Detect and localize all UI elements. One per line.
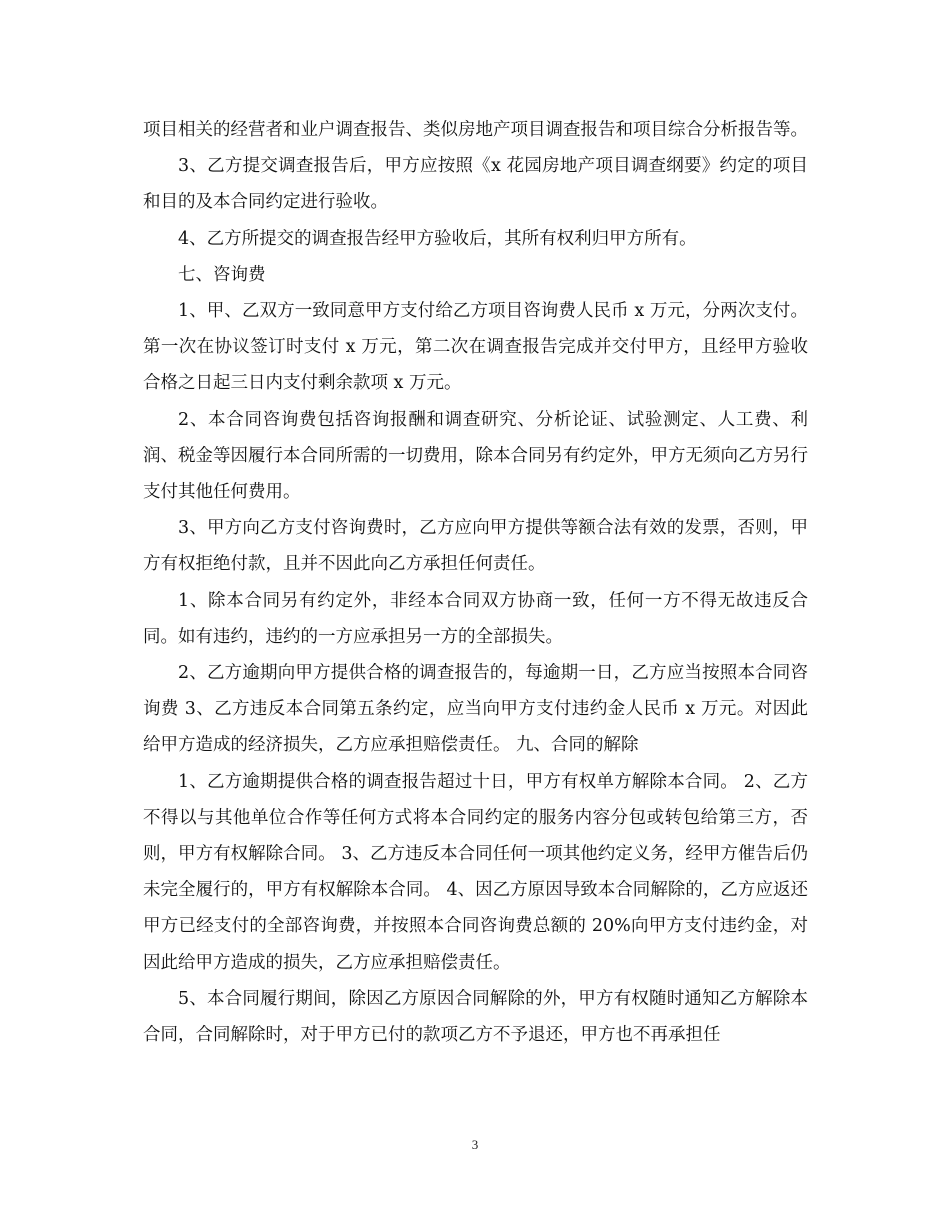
page-number: 3 [471,1137,479,1152]
paragraph: 3、甲方向乙方支付咨询费时，乙方应向甲方提供等额合法有效的发票，否则，甲方有权拒绝付款，且并不因此向乙方承担任何责任。 [143,518,808,575]
paragraph: 1、除本合同另有约定外，非经本合同双方协商一致，任何一方不得无故违反合同。如有违约，违约的一方应承担另一方的全部损失。 [143,590,808,647]
paragraph: 1、甲、乙双方一致同意甲方支付给乙方项目咨询费人民币 x 万元，分两次支付。第一次在协议签订时支付 x 万元，第二次在调查报告完成并交付甲方，且经甲方验收合格之日起三日内支付剩余款项 x 万元。 [143,301,808,394]
paragraph: 项目相关的经营者和业户调查报告、类似房地产项目调查报告和项目综合分析报告等。 [143,120,808,140]
section-heading: 七、咨询费 [178,264,266,285]
paragraph: 2、本合同咨询费包括咨询报酬和调查研究、分析论证、试验测定、人工费、利润、税金等因履行本合同所需的一切费用，除本合同另有约定外，甲方无须向乙方另行支付其他任何费用。 [143,409,808,503]
paragraph: 1、乙方逾期提供合格的调查报告超过十日，甲方有权单方解除本合同。 2、乙方不得以与其他单位合作等任何方式将本合同约定的服务内容分包或转包给第三方，否则，甲方有权解除合同。 3、乙方违反本合同任何一项其他约定义务，经甲方催告后仍未完全履行的，甲方有权解除本合同。 4、因乙方原因导致本合同解除的，乙方应返还甲方已经支付的全部咨询费，并按照本合同咨询费总额的 20%向甲方支付违约金，对因此给甲方造成的损失，乙方应承担赔偿责任。 [143,771,808,973]
paragraph: 4、乙方所提交的调查报告经甲方验收后，其所有权利归甲方所有。 [178,228,697,249]
paragraph: 3、乙方提交调查报告后，甲方应按照《x 花园房地产项目调查纲要》约定的项目和目的及本合同约定进行验收。 [143,156,808,213]
paragraph: 2、乙方逾期向甲方提供合格的调查报告的，每逾期一日，乙方应当按照本合同咨询费 3、乙方违反本合同第五条约定，应当向甲方支付违约金人民币 x 万元。对因此给甲方造成的经济损失，乙方应承担赔偿责任。 九、合同的解除 [143,663,808,756]
paragraph: 5、本合同履行期间，除因乙方原因合同解除的外，甲方有权随时通知乙方解除本合同，合同解除时，对于甲方已付的款项乙方不予退还，甲方也不再承担任 [143,988,808,1046]
document-body [143,112,808,1053]
